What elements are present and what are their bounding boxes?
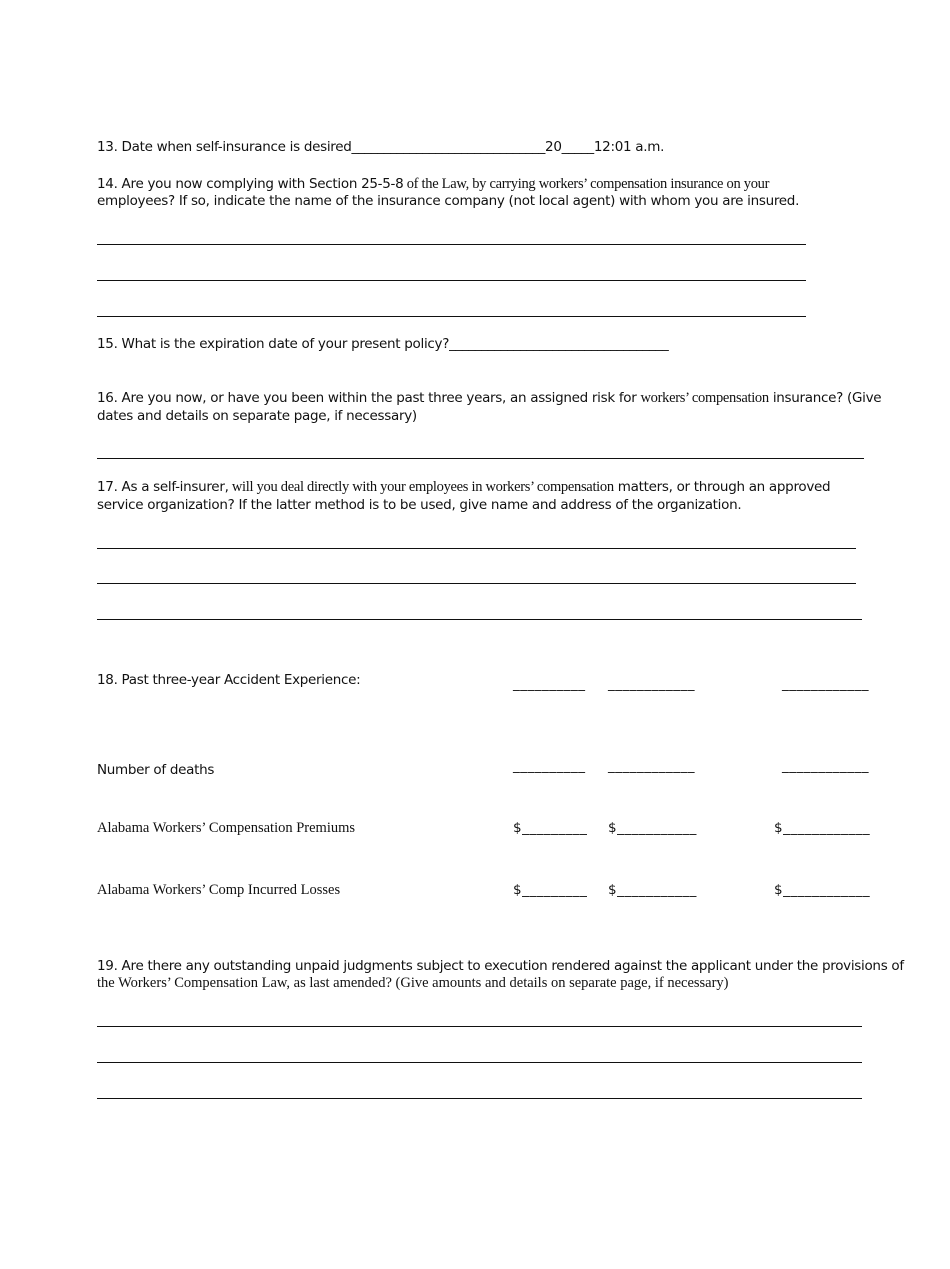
question-17-text-c: matters, or through an approved — [613, 479, 831, 495]
answer-line-19-3[interactable] — [97, 1098, 862, 1099]
question-18-label: 18. Past three-year Accident Experience: — [97, 672, 361, 688]
time-label: 12:01 a.m. — [593, 139, 665, 155]
question-16-text-c: insurance? (Give — [768, 390, 882, 406]
question-16-text-a: 16. Are you now, or have you been within the past three years, an assigned risk for — [97, 390, 641, 406]
losses-row-label: Alabama Workers’ Comp Incurred Losses — [97, 882, 341, 898]
question-15 — [97, 336, 668, 353]
answer-line-19-2[interactable] — [97, 1062, 862, 1063]
question-16-text-d: dates and details on separate page, if necessary) — [97, 408, 417, 424]
question-19-text-a: 19. Are there any outstanding unpaid judgments subject to execution rendered against the applicant under the provisions of — [97, 958, 904, 974]
deaths-year-1-blank[interactable]: __________ — [513, 758, 586, 774]
question-19-line1 — [97, 958, 904, 975]
question-16-line1 — [97, 390, 881, 407]
answer-line-14-3[interactable] — [97, 316, 806, 317]
year-1-header-blank[interactable]: __________ — [513, 676, 586, 692]
question-15-label: 15. What is the expiration date of your present policy? — [97, 336, 450, 352]
premiums-year-2-blank[interactable]: $___________ — [608, 820, 697, 836]
losses-year-2-blank[interactable]: $___________ — [608, 882, 697, 898]
year-blank[interactable]: _____ — [561, 139, 594, 155]
answer-line-14-1[interactable] — [97, 244, 806, 245]
question-17-line2 — [97, 497, 741, 514]
question-17-text-b: will you deal directly with your employees in workers’ compensation — [228, 479, 614, 495]
question-14-text-c: employees? If so, indicate the name of the insurance company (not local agent) with whom you are insured. — [97, 193, 800, 209]
answer-line-17-1[interactable] — [97, 548, 856, 549]
century-label: 20 — [545, 139, 562, 155]
year-3-header-blank[interactable]: ____________ — [782, 676, 869, 692]
question-19-text-b: the Workers’ Compensation Law, as last amended? (Give amounts and details on separate page, if necessary) — [97, 975, 729, 991]
question-13 — [97, 139, 664, 156]
expiration-date-blank[interactable]: __________________________________ — [449, 336, 669, 352]
question-16-line2 — [97, 408, 417, 425]
premiums-row-label: Alabama Workers’ Compensation Premiums — [97, 820, 356, 836]
losses-year-1-blank[interactable]: $_________ — [513, 882, 588, 898]
deaths-year-3-blank[interactable]: ____________ — [782, 758, 869, 774]
premiums-year-3-blank[interactable]: $____________ — [774, 820, 871, 836]
deaths-row-label: Number of deaths — [97, 762, 215, 778]
question-16-text-b: workers’ compensation — [640, 390, 769, 406]
question-13-label: 13. Date when self-insurance is desired — [97, 139, 352, 155]
question-14-text-a: 14. Are you now complying with Section 25-5-8 — [97, 176, 404, 192]
premiums-year-1-blank[interactable]: $_________ — [513, 820, 588, 836]
answer-line-14-2[interactable] — [97, 280, 806, 281]
date-blank[interactable]: ______________________________ — [351, 139, 546, 155]
year-2-header-blank[interactable]: ____________ — [608, 676, 695, 692]
answer-line-19-1[interactable] — [97, 1026, 862, 1027]
question-14-line1 — [97, 176, 769, 193]
deaths-year-2-blank[interactable]: ____________ — [608, 758, 695, 774]
question-14-line2 — [97, 193, 799, 210]
question-17-text-a: 17. As a self-insurer, — [97, 479, 229, 495]
answer-line-16-1[interactable] — [97, 458, 864, 459]
answer-line-17-3[interactable] — [97, 619, 862, 620]
answer-line-17-2[interactable] — [97, 583, 856, 584]
losses-year-3-blank[interactable]: $____________ — [774, 882, 871, 898]
question-14-text-b: of the Law, by carrying workers’ compensation insurance on your — [403, 176, 770, 192]
question-19-line2 — [97, 975, 729, 992]
question-17-text-d: service organization? If the latter method is to be used, give name and address of the organization. — [97, 497, 742, 513]
question-17-line1 — [97, 479, 830, 496]
